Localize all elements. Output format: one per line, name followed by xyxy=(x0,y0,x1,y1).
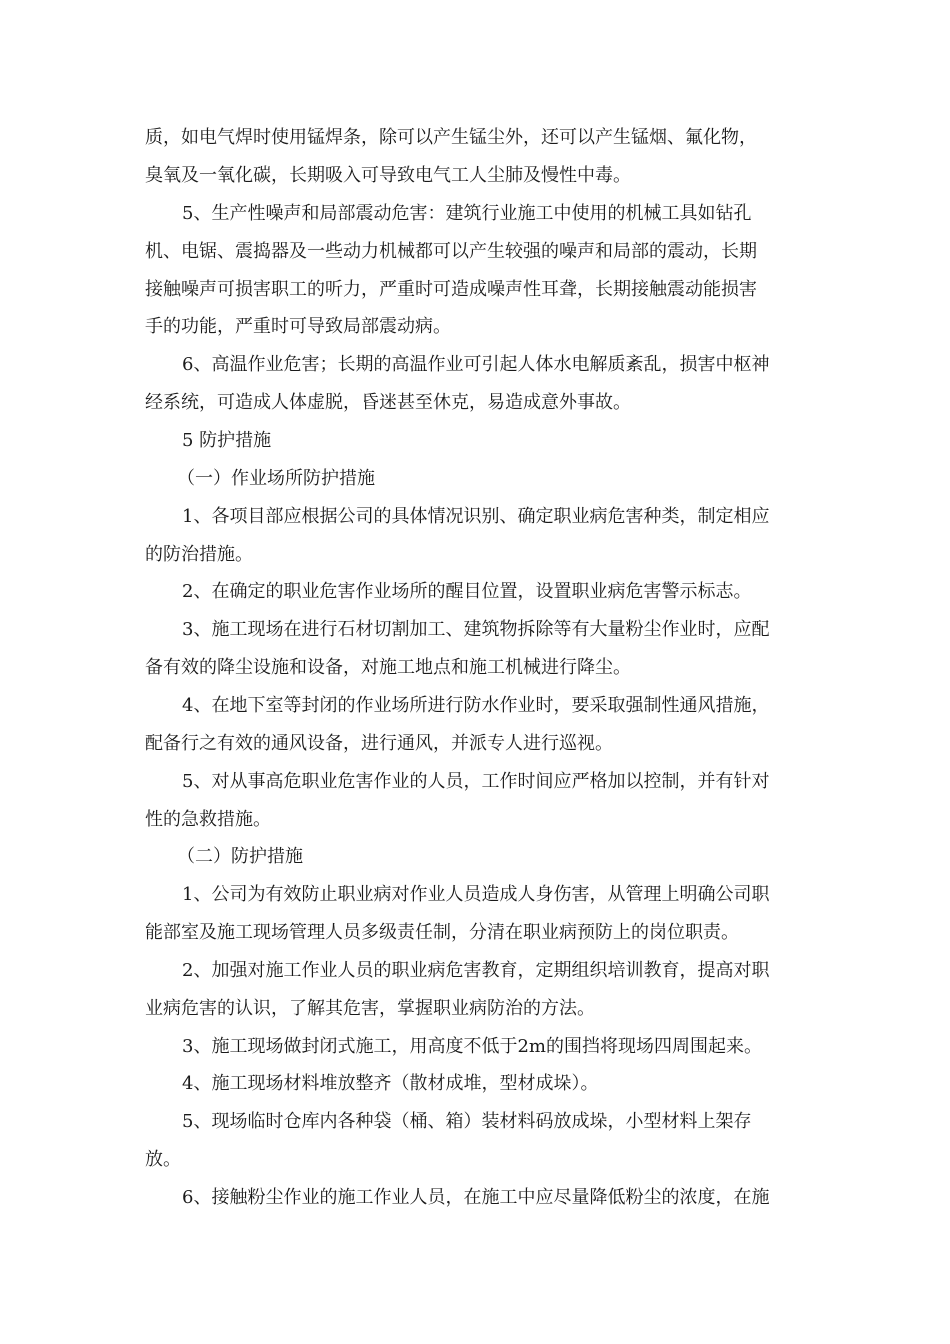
paragraph-line: 5、现场临时仓库内各种袋（桶、箱）装材料码放成垛，小型材料上架存 xyxy=(182,1111,752,1132)
paragraph-line: 放。 xyxy=(145,1149,181,1170)
paragraph-line: 经系统，可造成人体虚脱，昏迷甚至休克，易造成意外事故。 xyxy=(145,392,631,413)
subsection-heading: （二）防护措施 xyxy=(177,846,303,867)
paragraph-line: 6、高温作业危害；长期的高温作业可引起人体水电解质紊乱，损害中枢神 xyxy=(182,354,770,375)
paragraph-line: 的防治措施。 xyxy=(145,544,253,565)
paragraph-line: 业病危害的认识，了解其危害，掌握职业病防治的方法。 xyxy=(145,998,595,1019)
paragraph-line: 机、电锯、震捣器及一些动力机械都可以产生较强的噪声和局部的震动，长期 xyxy=(145,241,757,262)
paragraph-line: 性的急救措施。 xyxy=(145,809,271,830)
paragraph-line: 2、加强对施工作业人员的职业病危害教育，定期组织培训教育，提高对职 xyxy=(182,960,770,981)
paragraph-line: 5、生产性噪声和局部震动危害：建筑行业施工中使用的机械工具如钻孔 xyxy=(182,203,752,224)
paragraph-line: 4、在地下室等封闭的作业场所进行防水作业时，要采取强制性通风措施， xyxy=(182,695,770,716)
paragraph-line: 2、在确定的职业危害作业场所的醒目位置，设置职业病危害警示标志。 xyxy=(182,581,752,602)
paragraph-line: 1、各项目部应根据公司的具体情况识别、确定职业病危害种类，制定相应 xyxy=(182,506,770,527)
paragraph-line: 5、对从事高危职业危害作业的人员，工作时间应严格加以控制，并有针对 xyxy=(182,771,770,792)
paragraph-line: 质，如电气焊时使用锰焊条，除可以产生锰尘外，还可以产生锰烟、氟化物， xyxy=(145,127,757,148)
paragraph-line: 备有效的降尘设施和设备，对施工地点和施工机械进行降尘。 xyxy=(145,657,631,678)
section-heading: 5 防护措施 xyxy=(182,430,272,451)
paragraph-line: 配备行之有效的通风设备，进行通风，并派专人进行巡视。 xyxy=(145,733,613,754)
paragraph-line: 4、施工现场材料堆放整齐（散材成堆，型材成垛）。 xyxy=(182,1073,599,1094)
paragraph-line: 6、接触粉尘作业的施工作业人员，在施工中应尽量降低粉尘的浓度，在施 xyxy=(182,1187,770,1208)
paragraph-line: 能部室及施工现场管理人员多级责任制，分清在职业病预防上的岗位职责。 xyxy=(145,922,739,943)
paragraph-line: 3、施工现场在进行石材切割加工、建筑物拆除等有大量粉尘作业时，应配 xyxy=(182,619,770,640)
paragraph-line: 臭氧及一氧化碳，长期吸入可导致电气工人尘肺及慢性中毒。 xyxy=(145,165,631,186)
subsection-heading: （一）作业场所防护措施 xyxy=(177,468,375,489)
paragraph-line: 1、公司为有效防止职业病对作业人员造成人身伤害，从管理上明确公司职 xyxy=(182,884,770,905)
paragraph-line: 手的功能，严重时可导致局部震动病。 xyxy=(145,316,451,337)
paragraph-line: 3、施工现场做封闭式施工，用高度不低于2m的围挡将现场四周围起来。 xyxy=(182,1036,762,1057)
paragraph-line: 接触噪声可损害职工的听力，严重时可造成噪声性耳聋，长期接触震动能损害 xyxy=(145,279,757,300)
